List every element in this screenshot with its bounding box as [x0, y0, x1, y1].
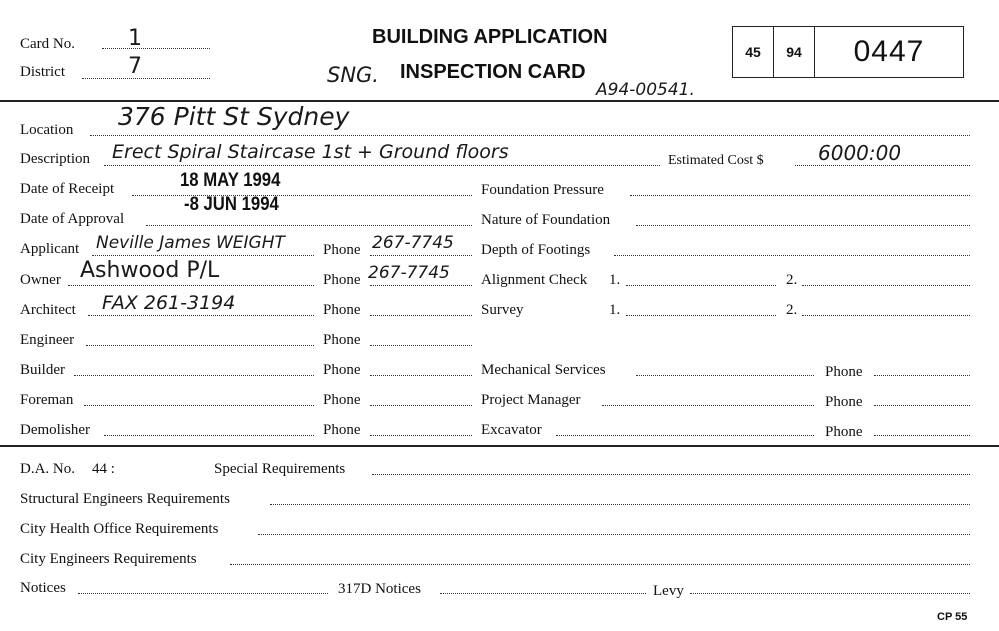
city-health-label: City Health Office Requirements: [20, 521, 219, 537]
foundation-pressure-dotted-line: [630, 195, 970, 196]
applicant-phone-label: Phone: [323, 242, 361, 258]
project-manager-phone-label: Phone: [825, 394, 863, 410]
demolisher-phone-label: Phone: [323, 422, 361, 438]
project-manager-phone-dotted-line: [874, 405, 970, 406]
owner-phone-label: Phone: [323, 272, 361, 288]
date-of-approval-dotted-line: [146, 225, 472, 226]
date-of-receipt-dotted-line: [132, 195, 472, 196]
district-dotted-line: [82, 78, 210, 79]
alignment-check-2-label: 2.: [786, 272, 798, 288]
demolisher-dotted-line: [104, 435, 314, 436]
nature-of-foundation-label: Nature of Foundation: [481, 212, 611, 228]
owner-value: Ashwood P/L: [80, 258, 220, 283]
applicant-label: Applicant: [20, 241, 80, 257]
special-requirements-dotted-line: [372, 474, 970, 475]
foundation-pressure-label: Foundation Pressure: [481, 182, 604, 198]
description-label: Description: [20, 151, 90, 167]
date-of-approval-stamp: -8 JUN 1994: [184, 194, 279, 215]
nature-of-foundation-dotted-line: [636, 225, 970, 226]
card-number-box: [732, 26, 964, 78]
project-manager-dotted-line: [602, 405, 814, 406]
excavator-label: Excavator: [481, 422, 542, 438]
engineer-dotted-line: [86, 345, 314, 346]
card-title-line2: INSPECTION CARD: [400, 61, 586, 83]
architect-value: FAX 261-3194: [102, 292, 236, 314]
survey-2-label: 2.: [786, 302, 798, 318]
alignment-check-1-label: 1.: [609, 272, 621, 288]
builder-label: Builder: [20, 362, 65, 378]
mechanical-services-phone-label: Phone: [825, 364, 863, 380]
city-engineers-label: City Engineers Requirements: [20, 551, 197, 567]
date-of-receipt-label: Date of Receipt: [20, 181, 115, 197]
demolisher-label: Demolisher: [20, 422, 90, 438]
demolisher-phone-dotted-line: [370, 435, 472, 436]
card-no-label: Card No.: [20, 36, 75, 52]
alignment-check-label: Alignment Check: [481, 272, 588, 288]
district-value: 7: [128, 54, 142, 79]
card-no-value: 1: [128, 26, 142, 51]
estimated-cost-value: 6000:00: [818, 141, 902, 165]
levy-dotted-line: [690, 593, 970, 594]
owner-phone-value: 267-7745: [368, 263, 450, 283]
notices-label: Notices: [20, 580, 66, 596]
survey-1-dotted-line: [626, 315, 776, 316]
levy-label: Levy: [653, 583, 684, 599]
mechanical-services-phone-dotted-line: [874, 375, 970, 376]
district-label: District: [20, 64, 65, 80]
foreman-label: Foreman: [20, 392, 74, 408]
requirements-divider: [0, 445, 999, 447]
description-value: Erect Spiral Staircase 1st + Ground floors: [112, 141, 509, 163]
handwritten-sng: SNG.: [327, 63, 379, 87]
engineer-phone-label: Phone: [323, 332, 361, 348]
builder-phone-dotted-line: [370, 375, 472, 376]
foreman-phone-label: Phone: [323, 392, 361, 408]
mechanical-services-label: Mechanical Services: [481, 362, 606, 378]
excavator-dotted-line: [556, 435, 814, 436]
owner-label: Owner: [20, 272, 61, 288]
architect-phone-label: Phone: [323, 302, 361, 318]
structural-engineers-label: Structural Engineers Requirements: [20, 491, 230, 507]
survey-2-dotted-line: [802, 315, 970, 316]
special-requirements-label: Special Requirements: [214, 461, 346, 477]
excavator-phone-dotted-line: [874, 435, 970, 436]
notices-dotted-line: [78, 593, 328, 594]
foreman-dotted-line: [84, 405, 314, 406]
owner-dotted-line: [68, 285, 314, 286]
date-of-approval-label: Date of Approval: [20, 211, 125, 227]
survey-1-label: 1.: [609, 302, 621, 318]
notices-317d-dotted-line: [440, 593, 646, 594]
depth-of-footings-label: Depth of Footings: [481, 242, 591, 258]
location-label: Location: [20, 122, 74, 138]
city-health-dotted-line: [258, 534, 970, 535]
engineer-label: Engineer: [20, 332, 75, 348]
applicant-value: Neville James WEIGHT: [96, 233, 285, 253]
form-code: CP 55: [937, 611, 968, 623]
alignment-check-1-dotted-line: [626, 285, 776, 286]
box-code-1: 45: [733, 27, 774, 77]
architect-phone-dotted-line: [370, 315, 472, 316]
notices-317d-label: 317D Notices: [338, 581, 421, 597]
da-no-label: D.A. No.: [20, 461, 75, 477]
foreman-phone-dotted-line: [370, 405, 472, 406]
box-card-number: 0447: [853, 35, 925, 68]
applicant-phone-value: 267-7745: [372, 233, 454, 253]
engineer-phone-dotted-line: [370, 345, 472, 346]
architect-label: Architect: [20, 302, 76, 318]
builder-dotted-line: [74, 375, 314, 376]
description-dotted-line: [104, 165, 660, 166]
date-of-receipt-stamp: 18 MAY 1994: [180, 170, 281, 191]
survey-label: Survey: [481, 302, 524, 318]
structural-engineers-dotted-line: [270, 504, 970, 505]
handwritten-reference: A94-00541.: [596, 80, 695, 100]
depth-of-footings-dotted-line: [614, 255, 970, 256]
estimated-cost-label: Estimated Cost $: [668, 153, 764, 168]
city-engineers-dotted-line: [230, 564, 970, 565]
location-value: 376 Pitt St Sydney: [118, 102, 350, 131]
location-dotted-line: [90, 135, 970, 136]
da-no-value: 44 :: [92, 461, 115, 477]
excavator-phone-label: Phone: [825, 424, 863, 440]
builder-phone-label: Phone: [323, 362, 361, 378]
card-title-line1: BUILDING APPLICATION: [372, 26, 608, 48]
card-no-dotted-line: [102, 48, 210, 49]
alignment-check-2-dotted-line: [802, 285, 970, 286]
box-code-2: 94: [774, 27, 815, 77]
project-manager-label: Project Manager: [481, 392, 581, 408]
mechanical-services-dotted-line: [636, 375, 814, 376]
